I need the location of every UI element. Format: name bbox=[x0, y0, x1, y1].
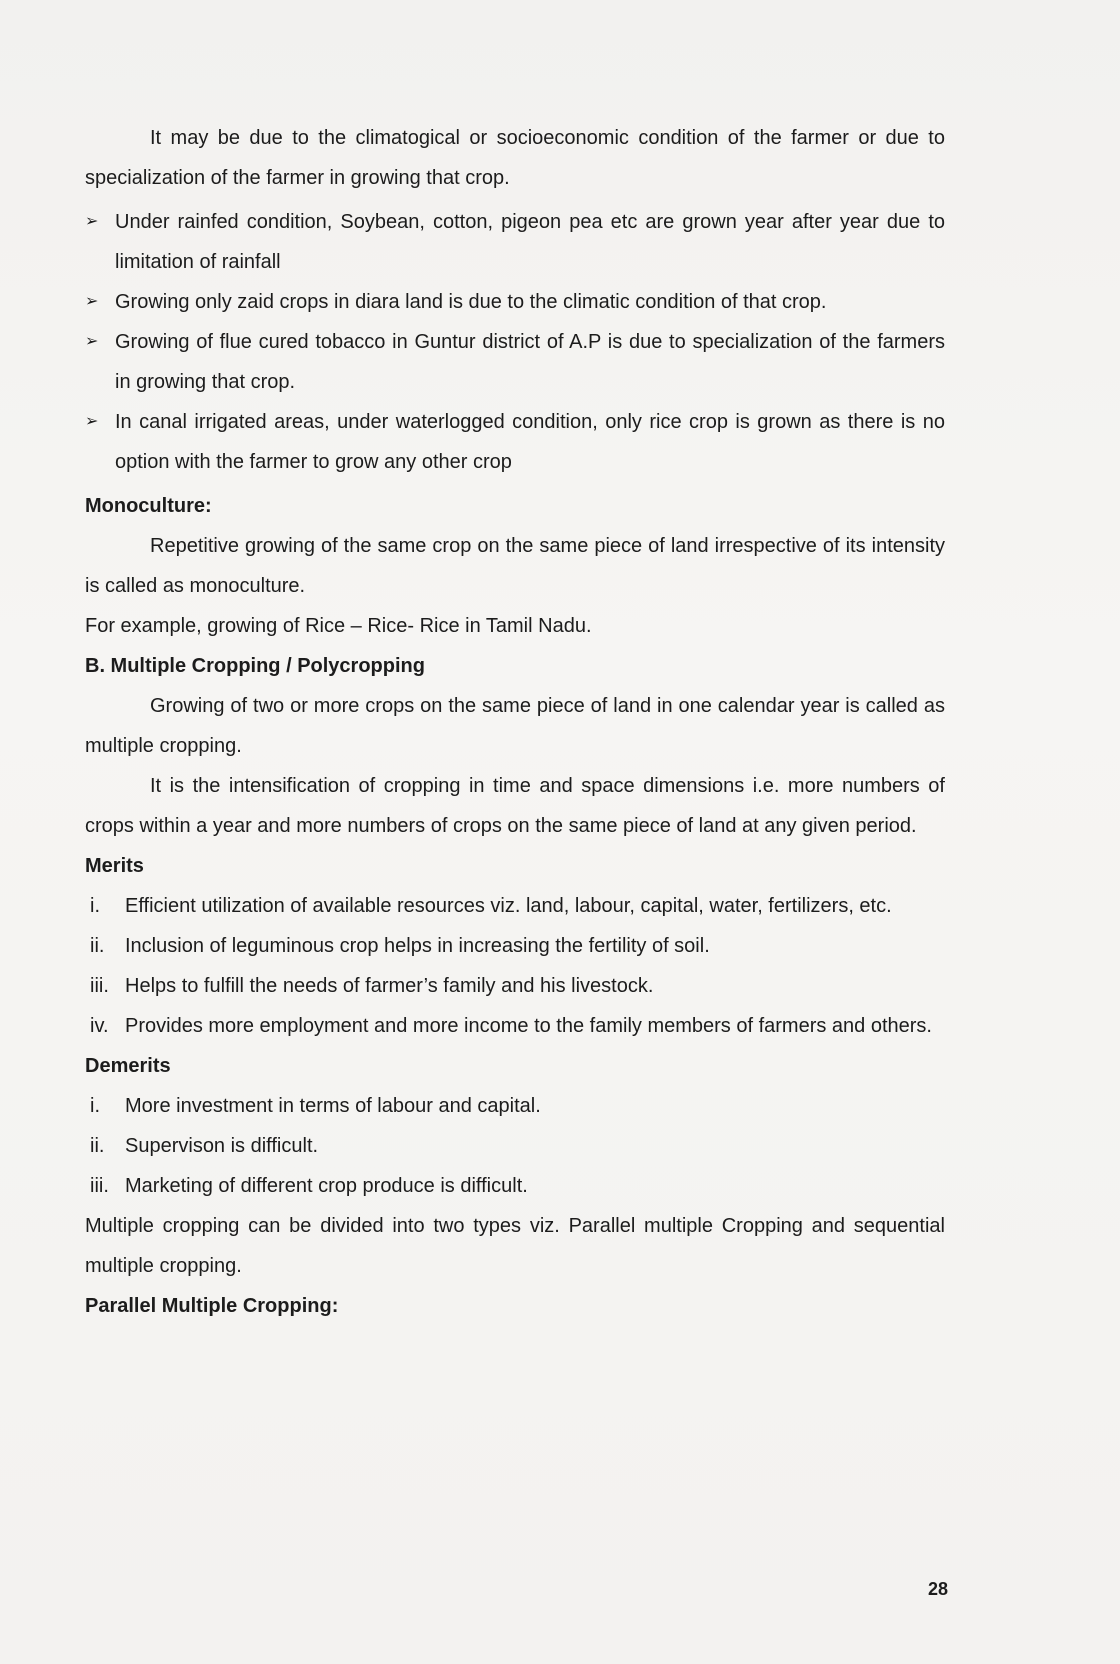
demerit-item bbox=[85, 1086, 945, 1126]
monoculture-definition: Repetitive growing of the same crop on the same piece of land irrespective of its intensity is called as monoculture. bbox=[85, 535, 945, 597]
arrow-bullet-icon: ➢ bbox=[85, 413, 99, 430]
item-number: i. bbox=[90, 895, 100, 917]
item-number: iv. bbox=[90, 1015, 109, 1037]
merit-item bbox=[85, 966, 945, 1006]
example-text: Growing of flue cured tobacco in Guntur district of A.P is due to specialization of the farmers in growing that crop. bbox=[115, 331, 945, 393]
arrow-bullet-icon: ➢ bbox=[85, 333, 99, 350]
demerits-heading: Demerits bbox=[85, 1055, 171, 1077]
types-paragraph: Multiple cropping can be divided into two types viz. Parallel multiple Cropping and sequential multiple cropping. bbox=[85, 1215, 945, 1277]
example-text: Growing only zaid crops in diara land is due to the climatic condition of that crop. bbox=[115, 291, 827, 313]
item-text: Marketing of different crop produce is difficult. bbox=[125, 1175, 528, 1197]
item-number: iii. bbox=[90, 1175, 109, 1197]
merits-heading: Merits bbox=[85, 855, 144, 877]
item-text: Efficient utilization of available resources viz. land, labour, capital, water, fertilizers, etc. bbox=[125, 895, 892, 917]
monoculture-heading: Monoculture: bbox=[85, 495, 212, 517]
parallel-multiple-cropping-heading: Parallel Multiple Cropping: bbox=[85, 1295, 339, 1317]
monoculture-example: For example, growing of Rice – Rice- Rice in Tamil Nadu. bbox=[85, 615, 592, 637]
multiple-cropping-heading: B. Multiple Cropping / Polycropping bbox=[85, 655, 425, 677]
item-number: ii. bbox=[90, 935, 105, 957]
demerit-item bbox=[85, 1126, 945, 1166]
arrow-bullet-icon: ➢ bbox=[85, 293, 99, 310]
example-text: Under rainfed condition, Soybean, cotton, pigeon pea etc are grown year after year due to limitation of rainfall bbox=[115, 211, 945, 273]
merit-item bbox=[85, 1006, 945, 1046]
example-text: In canal irrigated areas, under waterlogged condition, only rice crop is grown as there is no option with the farmer to grow any other crop bbox=[115, 411, 945, 473]
arrow-bullet-icon: ➢ bbox=[85, 213, 99, 230]
item-number: iii. bbox=[90, 975, 109, 997]
item-text: More investment in terms of labour and capital. bbox=[125, 1095, 541, 1117]
item-number: ii. bbox=[90, 1135, 105, 1157]
example-item bbox=[85, 202, 945, 282]
intro-paragraph: It may be due to the climatogical or socioeconomic condition of the farmer or due to specialization of the farmer in growing that crop. bbox=[85, 127, 945, 189]
example-item bbox=[85, 402, 945, 482]
example-item bbox=[85, 322, 945, 402]
example-item bbox=[85, 282, 945, 322]
page-number: 28 bbox=[927, 1579, 948, 1599]
item-text: Inclusion of leguminous crop helps in increasing the fertility of soil. bbox=[125, 935, 710, 957]
item-text: Helps to fulfill the needs of farmer’s family and his livestock. bbox=[125, 975, 654, 997]
multiple-cropping-definition: Growing of two or more crops on the same piece of land in one calendar year is called as multiple cropping. bbox=[85, 695, 945, 757]
item-text: Supervison is difficult. bbox=[125, 1135, 319, 1157]
merit-item bbox=[85, 886, 945, 926]
item-number: i. bbox=[90, 1095, 100, 1117]
merit-item bbox=[85, 926, 945, 966]
page-content bbox=[85, 118, 945, 1326]
intensification-paragraph: It is the intensification of cropping in time and space dimensions i.e. more numbers of crops within a year and more numbers of crops on the same piece of land at any given period. bbox=[85, 775, 945, 837]
demerit-item bbox=[85, 1166, 945, 1206]
item-text: Provides more employment and more income to the family members of farmers and others. bbox=[125, 1015, 932, 1037]
